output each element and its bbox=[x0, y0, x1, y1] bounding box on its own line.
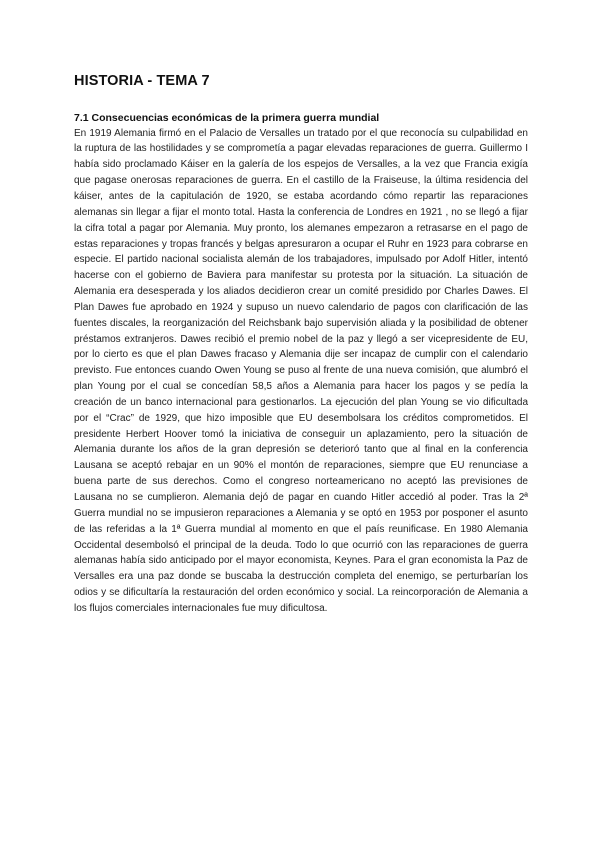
section-heading: 7.1 Consecuencias económicas de la primera guerra mundial bbox=[74, 112, 380, 124]
section-7-1 bbox=[74, 111, 528, 617]
document-title: HISTORIA - TEMA 7 bbox=[74, 73, 210, 89]
section-body-paragraph: En 1919 Alemania firmó en el Palacio de Versalles un tratado por el que reconocía su culpabilidad en la ruptura de las hostilidades y se comprometía a pagar elevadas reparaciones de guerra. Guillermo I había sido proclamado Káiser en la galería de los espejos de Versalles, a la vez que Francia exigía que pagase onerosas reparaciones de guerra. En el castillo de la Fraiseuse, la última residencia del káiser, antes de la capitulación de 1920, se estaba acordando cómo repartir las reparaciones alemanas sin llegar a fijar el monto total. Hasta la conferencia de Londres en 1921 , no se llegó a fijar la cifra total a pagar por Alemania. Muy pronto, los alemanes empezaron a retrasarse en el pago de estas reparaciones y tropas francés y belgas apresuraron a ocupar el Ruhr en 1923 para cobrarse en especie. El partido nacional socialista alemán de los trabajadores, impulsado por Adolf Hitler, intentó hacerse con el gobierno de Baviera para manifestar su protesta por la situación. La situación de Alemania era desesperada y los aliados decidieron crear un comité presidido por Charles Dawes. El Plan Dawes fue aprobado en 1924 y supuso un nuevo calendario de pagos con clarificación de las fuentes discales, la reorganización del Reichsbank bajo supervisión aliada y la posibilidad de obtener préstamos extranjeros. Dawes recibió el premio nobel de la paz y llegó a ser vicepresidente de EU, por lo cierto es que el plan Dawes fracaso y Alemania dije ser incapaz de cumplir con el calendario previsto. Fue entonces cuando Owen Young se puso al frente de una nueva comisión, que alumbró el plan Young por el cual se concedían 58,5 años a Alemania para hacer los pagos y se pedía la creación de un banco internacional para gestionarlos. La ejecución del plan Young se vio dificultada por el “Crac” de 1929, que hizo imposible que EU desembolsara los créditos comprometidos. El presidente Herbert Hoover tomó la iniciativa de conseguir un aplazamiento, pero la situación de Alemania durante los años de la gran depresión se deterioró tanto que al final en la conferencia Lausana se aceptó rebajar en un 90% el montón de reparaciones, siempre que EU renunciase a buena parte de sus derechos. Como el congreso norteamericano no aceptó las previsiones de Lausana no se cumplieron. Alemania dejó de pagar en cuando Hitler accedió al poder. Tras la 2ª Guerra mundial no se impusieron reparaciones a Alemania y se optó en 1953 por posponer el asunto de las referidas a la 1ª Guerra mundial al momento en que el país reunificase. En 1980 Alemania Occidental desembolsó el principal de la deuda. Todo lo que ocurrió con las reparaciones de guerra alemanas había sido anticipado por el mayor economista, Keynes. Para el gran economista la Paz de Versalles era una paz donde se buscaba la destrucción completa del enemigo, se perturbarían los odios y se dificultaría la restauración del orden económico y social. La reincorporación de Alemania a los flujos comerciales internacionales fue muy dificultosa. bbox=[74, 127, 528, 614]
